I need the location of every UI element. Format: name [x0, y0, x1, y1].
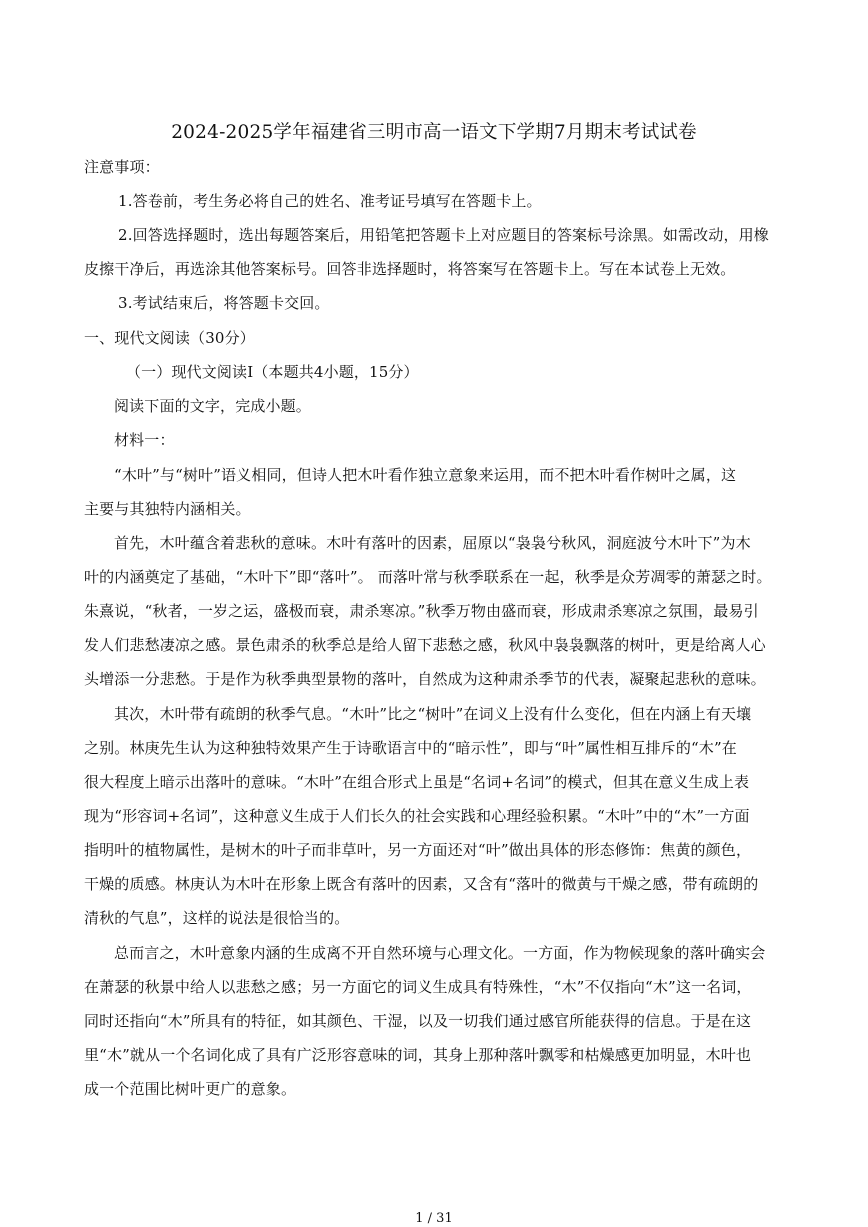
passage-line: 在萧瑟的秋景中给人以悲愁之感；另一方面它的词义生成具有特殊性，“木”不仅指向“木”这一名词， [84, 978, 752, 996]
passage-line: 叶的内涵奠定了基础，“木叶下”即“落叶”。 而落叶常与秋季联系在一起，秋季是众芳凋零的萧瑟之时。 [84, 568, 772, 586]
passage-line: 干燥的质感。林庚认为木叶在形象上既含有落叶的因素，又含有“落叶的微黄与干燥之感，带有疏朗的 [84, 875, 759, 893]
passage-line: 首先，木叶蕴含着悲秋的意味。木叶有落叶的因素，屈原以“袅袅兮秋风，洞庭波兮木叶下”为木 [114, 534, 751, 552]
passage-line: 其次，木叶带有疏朗的秋季气息。“木叶”比之“树叶”在词义上没有什么变化，但在内涵上有天壤 [114, 705, 752, 723]
passage-line: 总而言之，木叶意象内涵的生成离不开自然环境与心理文化。一方面，作为物候现象的落叶确实会 [114, 944, 766, 962]
passage-line: 里“木”就从一个名词化成了具有广泛形容意味的词，其身上那种落叶飘零和枯燥感更加明显，木叶也 [84, 1046, 752, 1064]
passage-line: 之别。林庚先生认为这种独特效果产生于诗歌语言中的“暗示性”，即与“叶”属性相互排斥的“木”在 [84, 739, 737, 757]
notes-heading: 注意事项： [84, 158, 160, 176]
notes-item-2-line-1: 2.回答选择题时，选出每题答案后，用铅笔把答题卡上对应题目的答案标号涂黑。如需改动，用橡 [118, 226, 769, 244]
subsection-heading: （一）现代文阅读Ⅰ（本题共4小题，15分） [126, 363, 419, 381]
passage-line: 现为“形容词+名词”，这种意义生成于人们长久的社会实践和心理经验积累。“木叶”中的“木”一方面 [84, 807, 750, 825]
passage-line: 主要与其独特内涵相关。 [84, 500, 251, 518]
material-label: 材料一： [114, 431, 175, 449]
document-title: 2024-2025学年福建省三明市高一语文下学期7月期末考试试卷 [171, 122, 697, 143]
page-number: 1 / 31 [415, 1211, 453, 1226]
notes-item-2-line-2: 皮擦干净后，再选涂其他答案标号。回答非选择题时，将答案写在答题卡上。写在本试卷上无效。 [84, 260, 736, 278]
passage-line: 很大程度上暗示出落叶的意味。“木叶”在组合形式上虽是“名词+名词”的模式，但其在意义生成上表 [84, 773, 750, 791]
notes-item-3: 3.考试结束后，将答题卡交回。 [118, 294, 330, 312]
passage-line: 清秋的气息”，这样的说法是很恰当的。 [84, 909, 350, 927]
passage-line: 成一个范围比树叶更广的意象。 [84, 1080, 297, 1098]
passage-line: 发人们悲愁凄凉之感。景色肃杀的秋季总是给人留下悲愁之感，秋风中袅袅飘落的树叶，更是给离人心 [84, 636, 766, 654]
passage-line: 朱熹说，“秋者，一岁之运，盛极而衰，肃杀寒凉。”秋季万物由盛而衰，形成肃杀寒凉之氛围，最易引 [84, 602, 759, 620]
passage-line: 指明叶的植物属性，是树木的叶子而非草叶，另一方面还对“叶”做出具体的形态修饰：焦黄的颜色， [84, 841, 752, 859]
reading-instruction: 阅读下面的文字，完成小题。 [114, 397, 311, 415]
section-heading: 一、现代文阅读（30分） [84, 329, 255, 347]
notes-item-1: 1.答卷前，考生务必将自己的姓名、准考证号填写在答题卡上。 [118, 192, 542, 210]
passage-line: 头增添一分悲愁。于是作为秋季典型景物的落叶，自然成为这种肃杀季节的代表，凝聚起悲秋的意味。 [84, 670, 766, 688]
passage-line: 同时还指向“木”所具有的特征，如其颜色、干湿，以及一切我们通过感官所能获得的信息。于是在这 [84, 1012, 752, 1030]
passage-line: “木叶”与“树叶”语义相同，但诗人把木叶看作独立意象来运用，而不把木叶看作树叶之属，这 [114, 466, 737, 484]
